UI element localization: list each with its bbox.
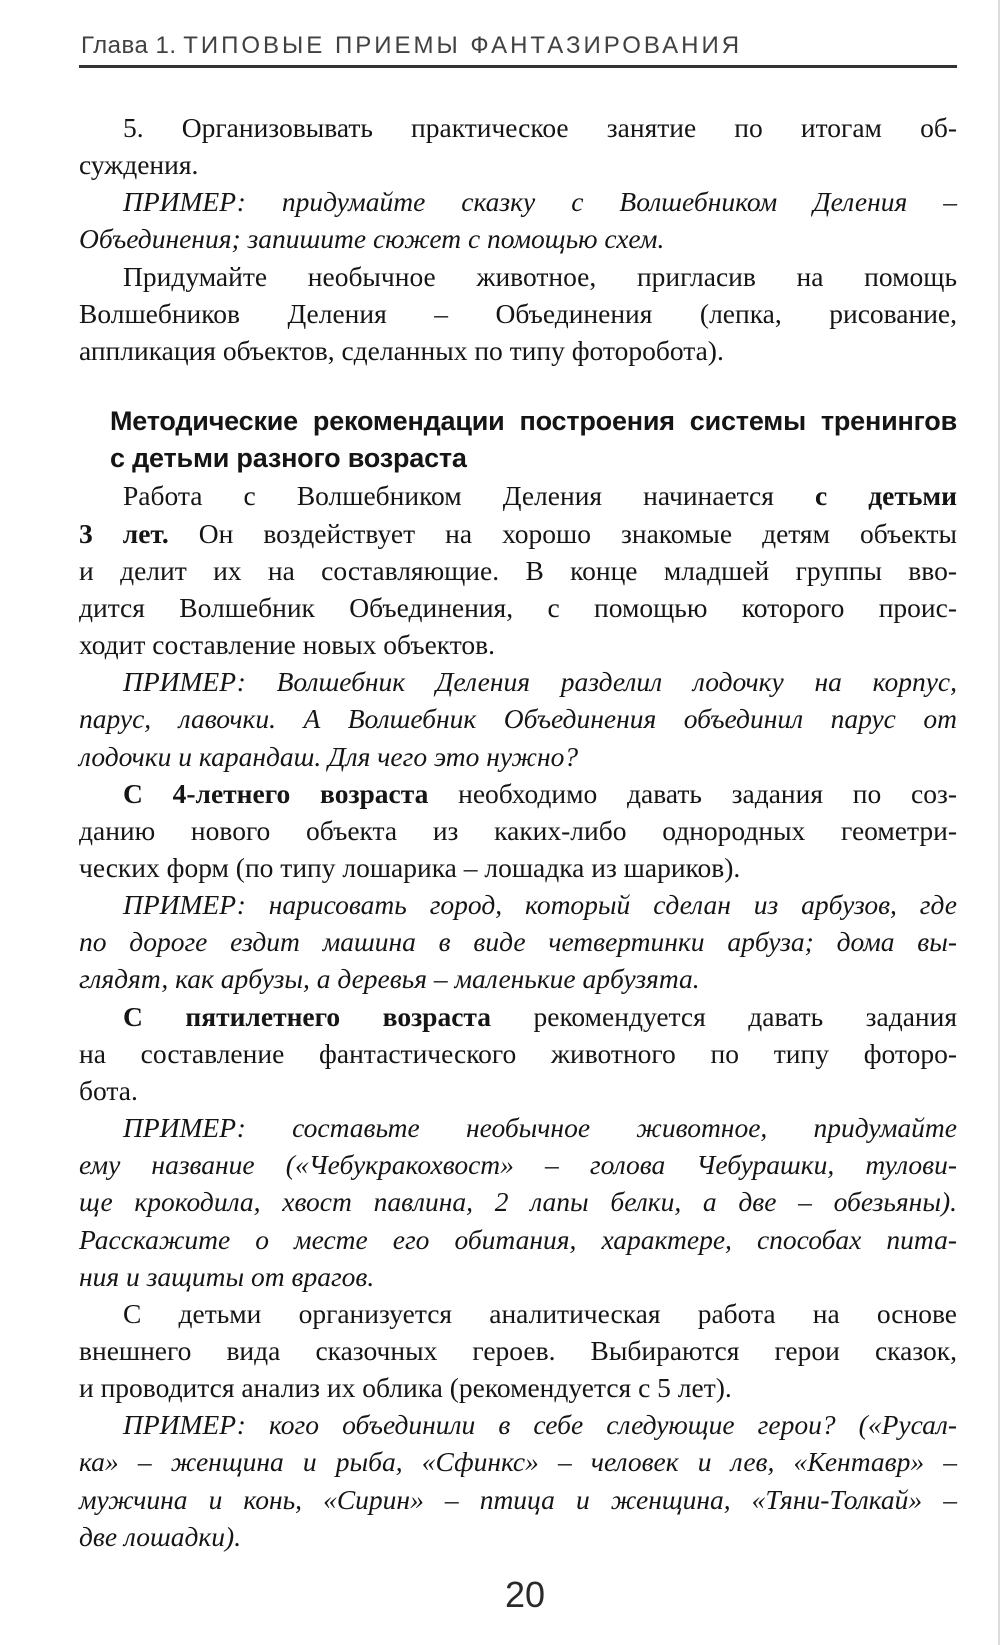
text-line: Придумайте необычное животное, пригласив на помощь [123,260,957,292]
text-line: с детьми разного возраста [110,443,467,474]
section-heading-methodical [110,403,957,477]
text-line: дится Волшебник Объединения, с помощью которого проис- [79,591,957,623]
text-line: лодочки и карандаш. Для чего это нужно? [79,740,579,772]
paragraph-age-5 [79,998,957,1109]
text-line: ка» – женщина и рыба, «Сфинкс» – человек и лев, «Кентавр» – [79,1446,957,1478]
chapter-title: ТИПОВЫЕ ПРИЕМЫ ФАНТАЗИРОВАНИЯ [183,32,743,59]
bold-text-run: 3 лет. [79,517,169,549]
text-line: суждения. [79,149,199,181]
bold-text-run: с детьми [814,480,958,512]
text-line: Методические рекомендации построения системы тренингов [110,406,957,437]
text-line: ще крокодила, хвост павлина, 2 лапы белки, а две – обезьяны). [79,1186,957,1218]
text-line: Волшебников Деления – Объединения (лепка, рисование, [79,297,957,329]
text-line: ческих форм (по типу лошарика – лошадка из шариков). [79,851,741,883]
text-line: С детьми организуется аналитическая работа на основе [123,1297,957,1329]
text-line: ПРИМЕР: придумайте сказку с Волшебником Деления – [123,186,957,218]
text-body [79,109,957,1555]
paragraph-age-4 [79,775,957,886]
text-line: на составление фантастического животного по типу фоторо- [79,1037,957,1069]
page-number: 20 [504,1574,546,1615]
text-line: мужчина и конь, «Сирин» – птица и женщина, «Тяни-Толкай» – [79,1483,957,1515]
bold-text-run: С пятилетнего возраста [123,1000,491,1032]
text-line: Объединения; запишите сюжет с помощью схем. [79,223,665,255]
text-line: ему название («Чебукракохвост» – голова Чебурашки, тулови- [79,1149,957,1181]
text-run: необходимо давать задания по соз- [428,777,957,809]
text-line: глядят, как арбузы, а деревья – маленькие арбузята. [79,963,700,995]
text-line [79,477,957,514]
example-paragraph-heroes [79,1406,957,1555]
bold-text-run: С 4-летнего возраста [123,777,429,809]
text-line: и делит их на составляющие. В конце младшей группы вво- [79,554,957,586]
text-line [79,998,957,1035]
text-line: ходит составление новых объектов. [79,629,496,661]
text-line: ПРИМЕР: нарисовать город, который сделан из арбузов, где [123,889,957,921]
text-line: данию нового объекта из каких-либо однородных геометри- [79,814,957,846]
text-run: рекомендуется давать задания [491,1000,957,1032]
text-line: бота. [79,1074,138,1106]
text-line [79,775,957,812]
text-line: внешнего вида сказочных героев. Выбираются герои сказок, [79,1335,957,1366]
text-line: две лошадки). [79,1520,242,1552]
text-line: 5. Организовывать практическое занятие по итогам об- [123,112,957,143]
text-line: Расскажите о месте его обитания, характере, способах пита- [79,1223,957,1255]
paragraph-practical-task [79,109,957,183]
text-line [79,515,957,552]
text-line: ПРИМЕР: составьте необычное животное, придумайте [123,1112,957,1144]
example-paragraph-boat [79,663,957,774]
text-line: и проводится анализ их облика (рекомендуется с 5 лет). [79,1372,732,1404]
text-line: ния и защиты от врагов. [79,1260,375,1292]
text-line: парус, лавочки. А Волшебник Объединения объединил парус от [79,703,957,735]
text-run: Работа с Волшебником Деления начинается [123,480,815,512]
text-line: по дороге ездит машина в виде четвертинки арбуза; дома вы- [79,926,957,958]
running-head [81,33,961,59]
header-rule [79,65,957,68]
example-paragraph-chebukrakohvost [79,1109,957,1295]
example-paragraph-watermelon [79,886,957,997]
text-line: аппликация объектов, сделанных по типу фоторобота). [79,334,724,366]
example-paragraph-fairytale [79,183,957,257]
paragraph-analytical-work [79,1295,957,1406]
paragraph-unusual-animal [79,258,957,369]
paragraph-age-3 [79,477,957,663]
text-line: ПРИМЕР: Волшебник Деления разделил лодочку на корпус, [123,666,957,698]
text-run: Он воздействует на хорошо знакомые детям объекты [168,517,957,549]
chapter-label: Глава 1. [81,32,177,59]
text-line: ПРИМЕР: кого объединили в себе следующие герои? («Русал- [123,1409,957,1441]
